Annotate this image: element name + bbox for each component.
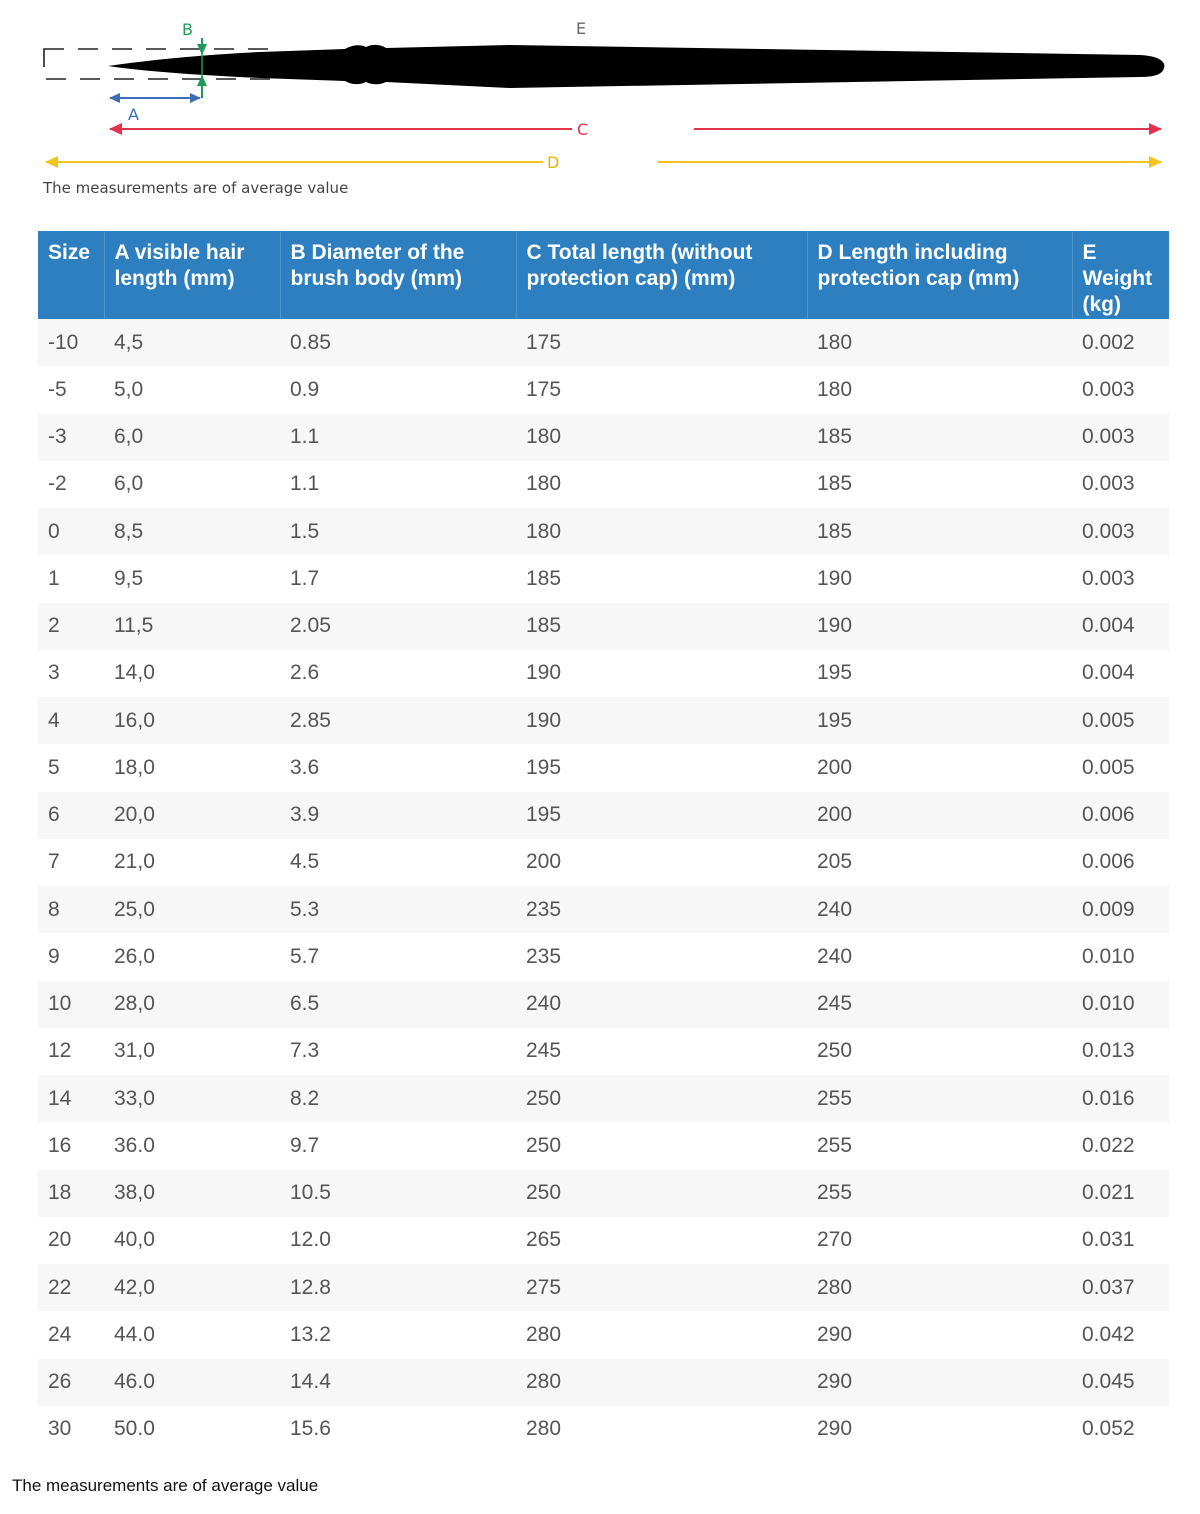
cell-length-with-cap: 245 (807, 981, 1072, 1028)
table-row (38, 1311, 1169, 1358)
cell-diameter: 0.9 (280, 366, 516, 413)
cell-hair-length: 16,0 (104, 697, 280, 744)
cell-size: 0 (38, 508, 104, 555)
cell-weight: 0.016 (1072, 1075, 1169, 1122)
table-row (38, 792, 1169, 839)
cell-weight: 0.052 (1072, 1406, 1169, 1453)
cell-weight: 0.021 (1072, 1170, 1169, 1217)
cell-total-length: 185 (516, 555, 807, 602)
table-row (38, 1217, 1169, 1264)
cell-diameter: 4.5 (280, 839, 516, 886)
cell-size: 10 (38, 981, 104, 1028)
cell-size: 20 (38, 1217, 104, 1264)
cell-size: 14 (38, 1075, 104, 1122)
cell-size: -5 (38, 366, 104, 413)
table-row (38, 933, 1169, 980)
cell-weight: 0.022 (1072, 1122, 1169, 1169)
cell-weight: 0.005 (1072, 744, 1169, 791)
cell-diameter: 5.7 (280, 933, 516, 980)
cell-total-length: 250 (516, 1122, 807, 1169)
header-length-with-cap: D Length including protection cap (mm) (807, 231, 1072, 319)
cell-weight: 0.042 (1072, 1311, 1169, 1358)
cell-hair-length: 33,0 (104, 1075, 280, 1122)
cell-size: 12 (38, 1028, 104, 1075)
cell-total-length: 175 (516, 366, 807, 413)
table-row (38, 1028, 1169, 1075)
cell-hair-length: 26,0 (104, 933, 280, 980)
diagram-note: The measurements are of average value (43, 179, 349, 197)
cell-size: 8 (38, 886, 104, 933)
cell-diameter: 5.3 (280, 886, 516, 933)
cell-total-length: 200 (516, 839, 807, 886)
cell-length-with-cap: 255 (807, 1075, 1072, 1122)
cell-hair-length: 5,0 (104, 366, 280, 413)
cell-length-with-cap: 185 (807, 508, 1072, 555)
dimension-b-label: B (182, 20, 193, 39)
cell-hair-length: 42,0 (104, 1264, 280, 1311)
cell-hair-length: 11,5 (104, 603, 280, 650)
dimension-c-label: C (577, 120, 589, 139)
cell-hair-length: 38,0 (104, 1170, 280, 1217)
cell-total-length: 190 (516, 650, 807, 697)
cell-diameter: 13.2 (280, 1311, 516, 1358)
cell-weight: 0.003 (1072, 414, 1169, 461)
cell-hair-length: 25,0 (104, 886, 280, 933)
cell-diameter: 14.4 (280, 1359, 516, 1406)
cell-total-length: 235 (516, 933, 807, 980)
table-row (38, 1406, 1169, 1453)
cell-length-with-cap: 195 (807, 650, 1072, 697)
cell-length-with-cap: 190 (807, 555, 1072, 602)
cell-total-length: 195 (516, 792, 807, 839)
cell-total-length: 250 (516, 1075, 807, 1122)
cell-diameter: 2.05 (280, 603, 516, 650)
header-weight: E Weight (kg) (1072, 231, 1169, 319)
cell-size: 9 (38, 933, 104, 980)
cell-weight: 0.003 (1072, 555, 1169, 602)
cell-weight: 0.010 (1072, 933, 1169, 980)
cell-size: 30 (38, 1406, 104, 1453)
header-size: Size (38, 231, 104, 319)
cell-weight: 0.005 (1072, 697, 1169, 744)
table-row (38, 839, 1169, 886)
cell-total-length: 280 (516, 1406, 807, 1453)
cell-weight: 0.045 (1072, 1359, 1169, 1406)
cell-size: -2 (38, 461, 104, 508)
cell-diameter: 10.5 (280, 1170, 516, 1217)
cell-size: 24 (38, 1311, 104, 1358)
cell-total-length: 280 (516, 1311, 807, 1358)
dimension-e-label: E (576, 19, 587, 38)
cell-diameter: 15.6 (280, 1406, 516, 1453)
cell-size: 2 (38, 603, 104, 650)
table-row (38, 1075, 1169, 1122)
header-hair-length: A visible hair length (mm) (104, 231, 280, 319)
cell-hair-length: 44.0 (104, 1311, 280, 1358)
cell-length-with-cap: 290 (807, 1406, 1072, 1453)
cell-length-with-cap: 240 (807, 886, 1072, 933)
table-row (38, 886, 1169, 933)
cell-length-with-cap: 200 (807, 792, 1072, 839)
cell-total-length: 250 (516, 1170, 807, 1217)
table-row (38, 603, 1169, 650)
table-row (38, 508, 1169, 555)
cell-length-with-cap: 280 (807, 1264, 1072, 1311)
cell-size: 16 (38, 1122, 104, 1169)
cell-size: 6 (38, 792, 104, 839)
table-row (38, 697, 1169, 744)
cell-size: 3 (38, 650, 104, 697)
cell-total-length: 180 (516, 508, 807, 555)
cell-size: 22 (38, 1264, 104, 1311)
cell-diameter: 6.5 (280, 981, 516, 1028)
cell-total-length: 265 (516, 1217, 807, 1264)
table-row (38, 981, 1169, 1028)
cell-weight: 0.009 (1072, 886, 1169, 933)
table-row (38, 366, 1169, 413)
cell-hair-length: 21,0 (104, 839, 280, 886)
cell-hair-length: 18,0 (104, 744, 280, 791)
cell-total-length: 245 (516, 1028, 807, 1075)
cell-diameter: 1.1 (280, 414, 516, 461)
cell-hair-length: 20,0 (104, 792, 280, 839)
cell-length-with-cap: 200 (807, 744, 1072, 791)
dimension-d-label: D (547, 153, 560, 172)
cell-length-with-cap: 180 (807, 319, 1072, 366)
cell-diameter: 3.6 (280, 744, 516, 791)
table-row (38, 1122, 1169, 1169)
cell-hair-length: 31,0 (104, 1028, 280, 1075)
table-row (38, 414, 1169, 461)
cell-length-with-cap: 205 (807, 839, 1072, 886)
cell-total-length: 275 (516, 1264, 807, 1311)
cell-size: -10 (38, 319, 104, 366)
table-row (38, 461, 1169, 508)
cell-weight: 0.003 (1072, 461, 1169, 508)
cell-hair-length: 46.0 (104, 1359, 280, 1406)
cell-weight: 0.013 (1072, 1028, 1169, 1075)
table-row (38, 1359, 1169, 1406)
cell-length-with-cap: 240 (807, 933, 1072, 980)
cell-diameter: 0.85 (280, 319, 516, 366)
cell-hair-length: 50.0 (104, 1406, 280, 1453)
cell-diameter: 7.3 (280, 1028, 516, 1075)
cell-weight: 0.006 (1072, 839, 1169, 886)
cell-weight: 0.031 (1072, 1217, 1169, 1264)
table-row (38, 650, 1169, 697)
dimension-a-label: A (128, 105, 139, 124)
cell-size: 7 (38, 839, 104, 886)
cell-weight: 0.002 (1072, 319, 1169, 366)
cell-total-length: 185 (516, 603, 807, 650)
header-total-length: C Total length (without protection cap) (mm) (516, 231, 807, 319)
cell-total-length: 280 (516, 1359, 807, 1406)
cell-weight: 0.003 (1072, 366, 1169, 413)
cell-hair-length: 6,0 (104, 414, 280, 461)
cell-diameter: 1.5 (280, 508, 516, 555)
cell-diameter: 2.85 (280, 697, 516, 744)
cell-total-length: 190 (516, 697, 807, 744)
cell-length-with-cap: 290 (807, 1359, 1072, 1406)
cell-size: -3 (38, 414, 104, 461)
cell-total-length: 180 (516, 414, 807, 461)
brush-silhouette (108, 45, 1164, 88)
cell-size: 1 (38, 555, 104, 602)
cell-length-with-cap: 190 (807, 603, 1072, 650)
cell-hair-length: 6,0 (104, 461, 280, 508)
table-row (38, 555, 1169, 602)
cell-length-with-cap: 255 (807, 1170, 1072, 1217)
cell-total-length: 175 (516, 319, 807, 366)
cell-diameter: 2.6 (280, 650, 516, 697)
cell-hair-length: 14,0 (104, 650, 280, 697)
cell-diameter: 12.0 (280, 1217, 516, 1264)
cell-hair-length: 8,5 (104, 508, 280, 555)
table-row (38, 1264, 1169, 1311)
brush-size-table (38, 231, 1169, 1453)
cell-diameter: 9.7 (280, 1122, 516, 1169)
cell-hair-length: 4,5 (104, 319, 280, 366)
cell-weight: 0.037 (1072, 1264, 1169, 1311)
header-diameter: B Diameter of the brush body (mm) (280, 231, 516, 319)
table-row (38, 1170, 1169, 1217)
cell-total-length: 180 (516, 461, 807, 508)
cell-length-with-cap: 250 (807, 1028, 1072, 1075)
cell-hair-length: 40,0 (104, 1217, 280, 1264)
cell-length-with-cap: 195 (807, 697, 1072, 744)
cell-hair-length: 36.0 (104, 1122, 280, 1169)
cell-diameter: 1.1 (280, 461, 516, 508)
cell-total-length: 235 (516, 886, 807, 933)
cell-size: 5 (38, 744, 104, 791)
cell-size: 26 (38, 1359, 104, 1406)
cell-weight: 0.010 (1072, 981, 1169, 1028)
cell-length-with-cap: 180 (807, 366, 1072, 413)
cell-weight: 0.006 (1072, 792, 1169, 839)
cell-diameter: 12.8 (280, 1264, 516, 1311)
table-row (38, 319, 1169, 366)
cell-size: 18 (38, 1170, 104, 1217)
footer-note: The measurements are of average value (12, 1476, 319, 1495)
cell-length-with-cap: 290 (807, 1311, 1072, 1358)
table-row (38, 744, 1169, 791)
cell-size: 4 (38, 697, 104, 744)
cell-weight: 0.003 (1072, 508, 1169, 555)
cell-length-with-cap: 270 (807, 1217, 1072, 1264)
table-header-row (38, 231, 1169, 319)
cell-hair-length: 9,5 (104, 555, 280, 602)
cell-hair-length: 28,0 (104, 981, 280, 1028)
cell-weight: 0.004 (1072, 603, 1169, 650)
cell-length-with-cap: 185 (807, 461, 1072, 508)
cell-length-with-cap: 255 (807, 1122, 1072, 1169)
cell-length-with-cap: 185 (807, 414, 1072, 461)
cell-total-length: 195 (516, 744, 807, 791)
cell-diameter: 3.9 (280, 792, 516, 839)
cell-diameter: 8.2 (280, 1075, 516, 1122)
table-body (38, 319, 1169, 1453)
cell-total-length: 240 (516, 981, 807, 1028)
cell-weight: 0.004 (1072, 650, 1169, 697)
cell-diameter: 1.7 (280, 555, 516, 602)
